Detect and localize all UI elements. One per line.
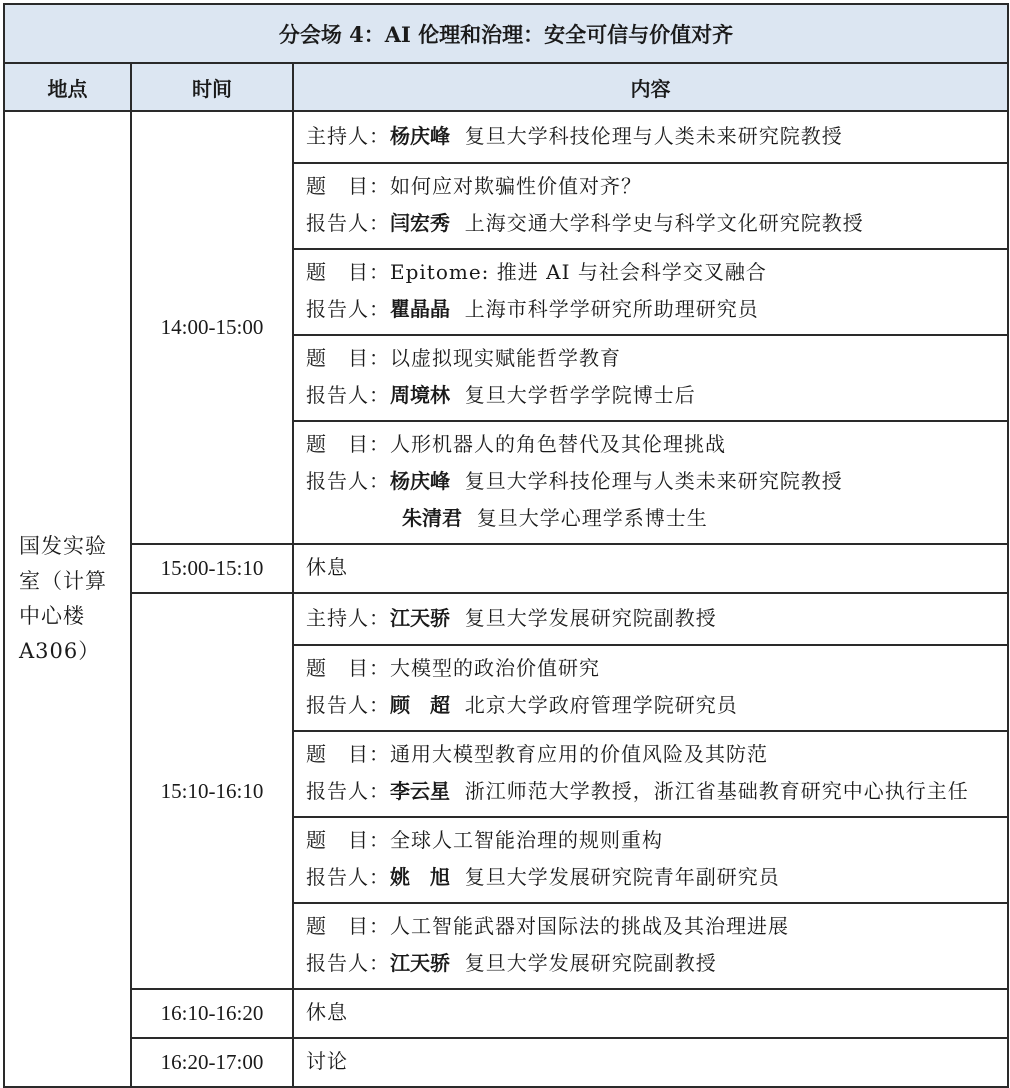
header-location: 地点 xyxy=(4,63,131,111)
host-label: 主持人： xyxy=(306,605,390,630)
topic-label: 题 目： xyxy=(306,174,390,198)
time-cell: 15:10-16:10 xyxy=(131,593,293,989)
location-line: 国发实验 xyxy=(19,534,107,558)
speaker-label: 报告人： xyxy=(306,211,390,235)
table-title: 分会场 4：AI 伦理和治理：安全可信与价值对齐 xyxy=(4,4,1008,63)
speaker-name: 顾 超 xyxy=(390,693,450,717)
speaker-affiliation: 复旦大学心理学系博士生 xyxy=(476,506,708,530)
topic-label: 题 目： xyxy=(306,260,390,284)
host-row xyxy=(293,111,1008,163)
speaker-name: 杨庆峰 xyxy=(390,469,450,493)
talk-row xyxy=(293,645,1008,731)
host-name: 杨庆峰 xyxy=(390,123,450,148)
topic-label: 题 目： xyxy=(306,432,390,456)
host-row xyxy=(293,593,1008,645)
speaker-label: 报告人： xyxy=(306,469,390,493)
speaker-label: 报告人： xyxy=(306,297,390,321)
talk-topic: 人工智能武器对国际法的挑战及其治理进展 xyxy=(390,914,789,938)
location-line: 中心楼 xyxy=(19,604,85,628)
host-label: 主持人： xyxy=(306,123,390,148)
talk-row xyxy=(293,903,1008,989)
location-line: 室（计算 xyxy=(19,569,107,593)
talk-row xyxy=(293,421,1008,544)
talk-topic: 以虚拟现实赋能哲学教育 xyxy=(390,346,621,370)
header-time: 时间 xyxy=(131,63,293,111)
host-name: 江天骄 xyxy=(390,605,450,630)
topic-label: 题 目： xyxy=(306,742,390,766)
speaker-affiliation: 复旦大学科技伦理与人类未来研究院教授 xyxy=(464,469,843,493)
talk-row xyxy=(293,163,1008,249)
location-line: A306） xyxy=(19,639,101,663)
discussion-row: 讨论 xyxy=(293,1038,1008,1087)
topic-label: 题 目： xyxy=(306,914,390,938)
speaker-affiliation: 北京大学政府管理学院研究员 xyxy=(464,693,738,717)
speaker-label: 报告人： xyxy=(306,383,390,407)
speaker-affiliation: 上海市科学学研究所助理研究员 xyxy=(464,297,759,321)
location-cell xyxy=(4,111,131,1087)
speaker-name: 朱清君 xyxy=(402,506,462,530)
header-content: 内容 xyxy=(293,63,1008,111)
speaker-label: 报告人： xyxy=(306,951,390,975)
time-cell: 16:10-16:20 xyxy=(131,989,293,1038)
break-row: 休息 xyxy=(293,544,1008,593)
speaker-name: 姚 旭 xyxy=(390,865,450,889)
speaker-name: 江天骄 xyxy=(390,951,450,975)
speaker-label: 报告人： xyxy=(306,779,390,803)
break-row: 休息 xyxy=(293,989,1008,1038)
speaker-affiliation: 浙江师范大学教授，浙江省基础教育研究中心执行主任 xyxy=(464,779,969,803)
time-cell: 16:20-17:00 xyxy=(131,1038,293,1087)
talk-row xyxy=(293,249,1008,335)
speaker-label: 报告人： xyxy=(306,693,390,717)
talk-topic: 如何应对欺骗性价值对齐？ xyxy=(390,174,642,198)
talk-topic: Epitome: 推进 AI 与社会科学交叉融合 xyxy=(390,260,767,284)
time-cell: 15:00-15:10 xyxy=(131,544,293,593)
topic-label: 题 目： xyxy=(306,828,390,852)
schedule-table xyxy=(3,3,1009,1088)
talk-topic: 全球人工智能治理的规则重构 xyxy=(390,828,663,852)
speaker-affiliation: 复旦大学哲学学院博士后 xyxy=(464,383,696,407)
topic-label: 题 目： xyxy=(306,656,390,680)
speaker-affiliation: 上海交通大学科学史与科学文化研究院教授 xyxy=(464,211,864,235)
speaker-affiliation: 复旦大学发展研究院青年副研究员 xyxy=(464,865,780,889)
topic-label: 题 目： xyxy=(306,346,390,370)
talk-topic: 人形机器人的角色替代及其伦理挑战 xyxy=(390,432,726,456)
speaker-affiliation: 复旦大学发展研究院副教授 xyxy=(464,951,717,975)
talk-topic: 通用大模型教育应用的价值风险及其防范 xyxy=(390,742,768,766)
time-cell: 14:00-15:00 xyxy=(131,111,293,544)
talk-row xyxy=(293,335,1008,421)
talk-row xyxy=(293,817,1008,903)
talk-topic: 大模型的政治价值研究 xyxy=(390,656,600,680)
speaker-name: 李云星 xyxy=(390,779,450,803)
speaker-name: 周境林 xyxy=(390,383,450,407)
speaker-name: 闫宏秀 xyxy=(390,211,450,235)
speaker-label: 报告人： xyxy=(306,865,390,889)
host-affiliation: 复旦大学科技伦理与人类未来研究院教授 xyxy=(464,123,843,148)
host-affiliation: 复旦大学发展研究院副教授 xyxy=(464,605,717,630)
talk-row xyxy=(293,731,1008,817)
speaker-name: 瞿晶晶 xyxy=(390,297,450,321)
